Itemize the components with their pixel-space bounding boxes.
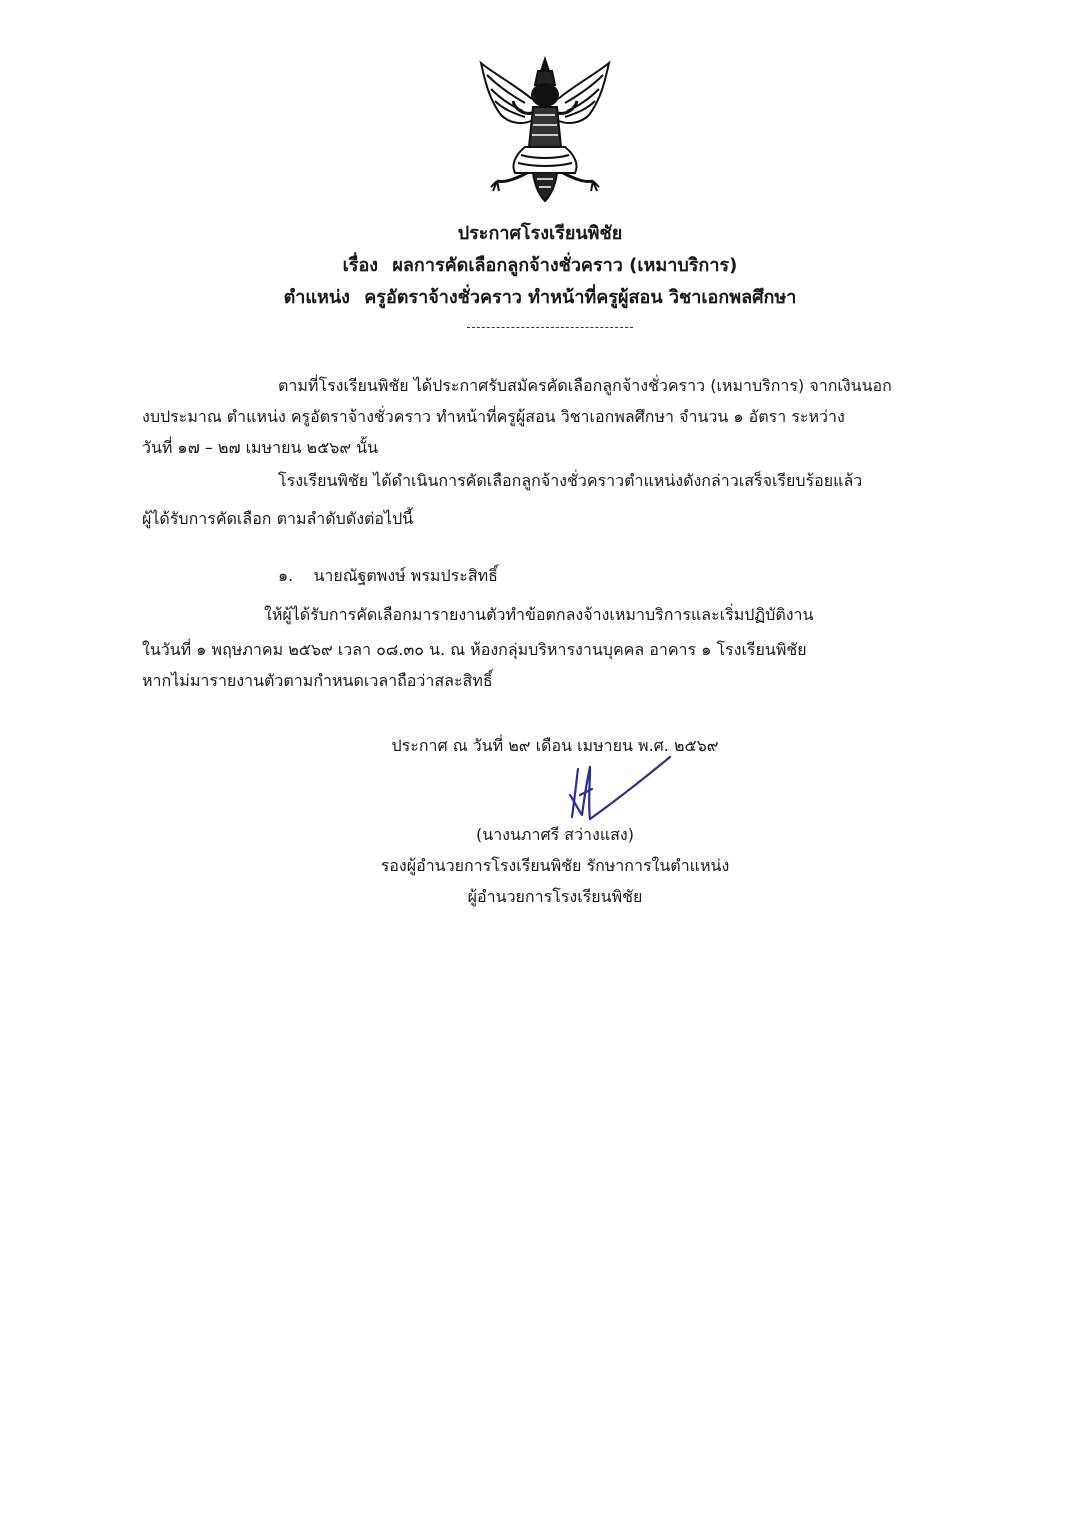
paragraph-3-line-3: หากไม่มารายงานตัวตามกำหนดเวลาถือว่าสละสิทธิ์ [142, 671, 493, 690]
paragraph-1-line-3: วันที่ ๑๗ – ๒๗ เมษายน ๒๕๖๙ นั้น [142, 438, 379, 457]
announcement-title: ประกาศโรงเรียนพิชัย [457, 223, 623, 244]
garuda-emblem-icon [475, 55, 615, 205]
subject-label: เรื่อง [342, 255, 379, 276]
subject-text: ผลการคัดเลือกลูกจ้างชั่วคราว (เหมาบริการ) [392, 255, 738, 276]
selected-number: ๑. [278, 566, 294, 585]
paragraph-1-line-1: ตามที่โรงเรียนพิชัย ได้ประกาศรับสมัครคัดเลือกลูกจ้างชั่วคราว (เหมาบริการ) จากเงินนอก [278, 376, 892, 395]
paragraph-1-line-2: งบประมาณ ตำแหน่ง ครูอัตราจ้างชั่วคราว ทำหน้าที่ครูผู้สอน วิชาเอกพลศึกษา จำนวน ๑ อัตรา ระหว่าง [142, 407, 845, 426]
paragraph-2-line-1: โรงเรียนพิชัย ได้ดำเนินการคัดเลือกลูกจ้างชั่วคราวตำแหน่งดังกล่าวเสร็จเรียบร้อยแล้ว [278, 471, 863, 490]
header-divider [467, 327, 633, 328]
handwritten-signature [560, 755, 675, 827]
subject-row [0, 250, 1080, 282]
position-row [0, 282, 1080, 314]
announce-date: ประกาศ ณ วันที่ ๒๙ เดือน เมษายน พ.ศ. ๒๕๖๙ [391, 736, 719, 755]
signatory-name: (นางนภาศรี สว่างแสง) [476, 825, 634, 844]
position-label: ตำแหน่ง [283, 287, 350, 308]
paragraph-3-line-1: ให้ผู้ได้รับการคัดเลือกมารายงานตัวทำข้อตกลงจ้างเหมาบริการและเริ่มปฏิบัติงาน [264, 605, 814, 624]
document-header [0, 218, 1080, 314]
signatory-title-line-1: รองผู้อำนวยการโรงเรียนพิชัย รักษาการในตำแหน่ง [380, 856, 730, 875]
position-text: ครูอัตราจ้างชั่วคราว ทำหน้าที่ครูผู้สอน วิชาเอกพลศึกษา [364, 287, 797, 308]
paragraph-2-line-2: ผู้ได้รับการคัดเลือก ตามลำดับดังต่อไปนี้ [142, 509, 414, 528]
selected-name: นายณัฐตพงษ์ พรมประสิทธิ์ [313, 566, 498, 585]
selected-list-item [278, 564, 498, 588]
paragraph-3-line-2: ในวันที่ ๑ พฤษภาคม ๒๕๖๙ เวลา ๐๘.๓๐ น. ณ ห้องกลุ่มบริหารงานบุคคล อาคาร ๑ โรงเรียนพิชัย [142, 640, 807, 659]
signatory-title-line-2: ผู้อำนวยการโรงเรียนพิชัย [467, 887, 643, 906]
